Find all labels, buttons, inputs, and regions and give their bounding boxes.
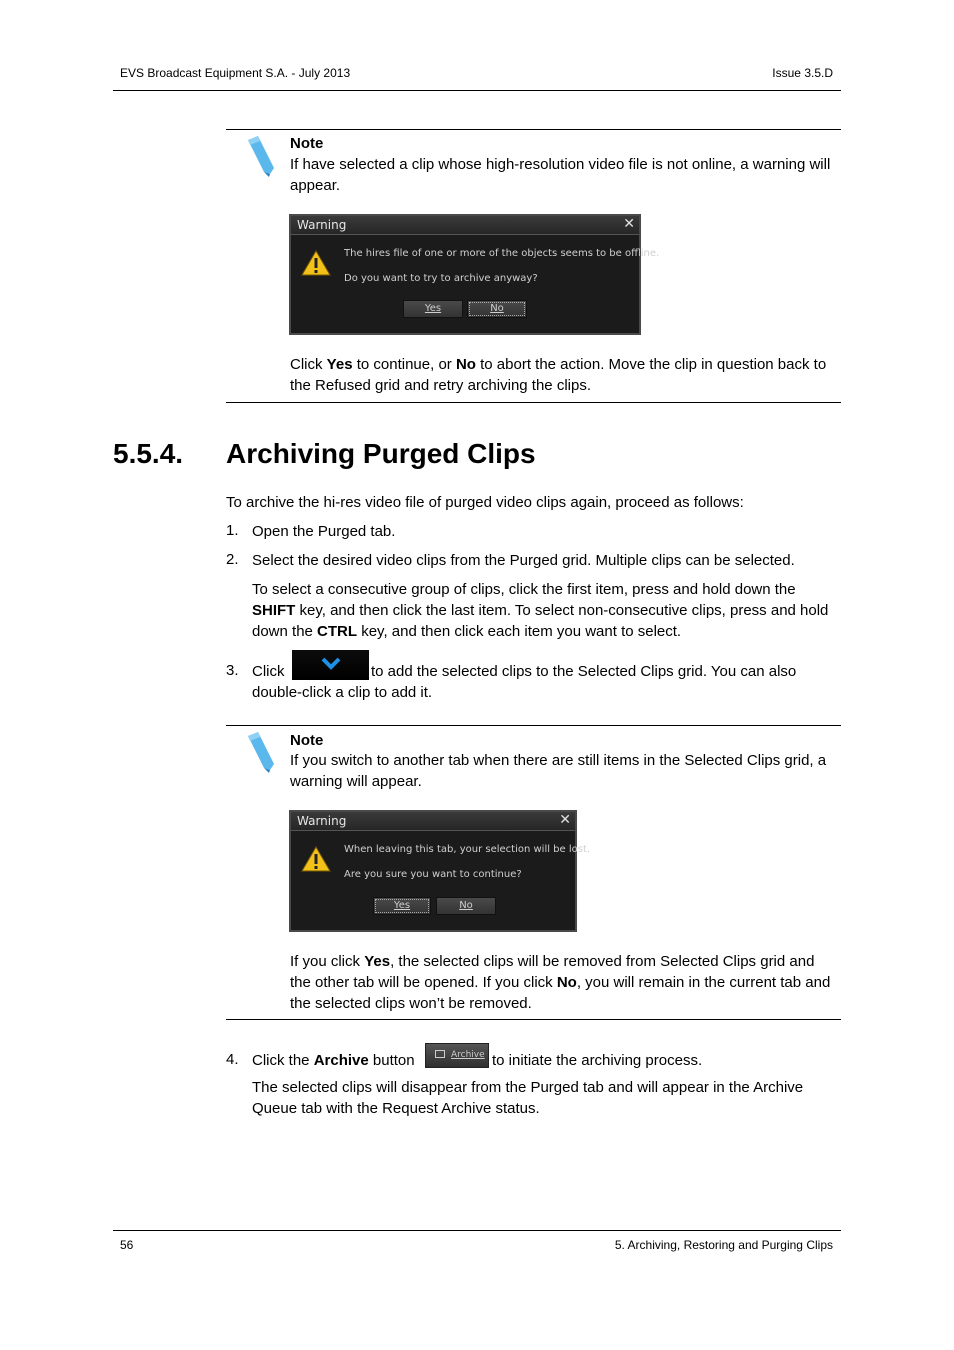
- bold-archive: Archive: [313, 1052, 369, 1069]
- archive-button[interactable]: [425, 1043, 489, 1068]
- section-title: Archiving Purged Clips: [226, 438, 536, 469]
- note1-text: If have selected a clip whose high-resolution video file is not online, a warning will appear.: [290, 156, 831, 194]
- header-right: Issue 3.5.D: [772, 66, 833, 80]
- text-run: button: [368, 1052, 415, 1069]
- text-run: to abort the action. Move the clip in question back to the Refused grid and retry archiving the clips.: [290, 356, 827, 394]
- pencil-icon: [240, 730, 280, 774]
- warning-icon: [301, 845, 331, 873]
- note2-bottom-rule: [226, 1019, 841, 1020]
- note2-after-text: [290, 951, 837, 1014]
- section-number: 5.5.4.: [113, 438, 184, 469]
- text-run: If you click: [290, 953, 365, 970]
- text-run: , the selected clips will be removed from Selected Clips grid and the other tab will be opened. If you click: [290, 953, 815, 991]
- header-left: EVS Broadcast Equipment S.A. - July 2013: [120, 66, 351, 80]
- dialog-title: Warning: [297, 814, 347, 828]
- header-rule: [113, 90, 841, 91]
- bold-no: No: [556, 974, 577, 991]
- text-run: key, and then click the last item. To select non-consecutive clips, press and hold down the: [252, 602, 829, 640]
- intro-text: To archive the hi-res video file of purged video clips again, proceed as follows:: [226, 494, 744, 511]
- warning-dialog-offline: [289, 214, 660, 335]
- step2-detail: [252, 579, 837, 642]
- dialog-message-line1: When leaving this tab, your selection will be lost.: [344, 844, 591, 855]
- step2-text: Select the desired video clips from the Purged grid. Multiple clips can be selected.: [252, 552, 795, 569]
- step1-text: Open the Purged tab.: [252, 523, 396, 540]
- step3-text: to add the selected clips to the Selected Clips grid. You can also double-click a clip to add it.: [252, 663, 797, 701]
- text-run: Click: [290, 356, 327, 373]
- note2-top-rule: [226, 725, 841, 726]
- dialog-message-line1: The hires file of one or more of the objects seems to be offline.: [344, 248, 660, 259]
- note2-title: Note: [290, 732, 324, 749]
- step4-trail: to initiate the archiving process.: [492, 1052, 703, 1069]
- dialog-title: Warning: [297, 218, 347, 232]
- close-icon[interactable]: ✕: [559, 812, 571, 828]
- pencil-icon: [240, 134, 280, 178]
- step4-detail: The selected clips will disappear from the Purged tab and will appear in the Archive Queue tab with the Request Archive status.: [252, 1079, 804, 1117]
- note1-top-rule: [226, 129, 841, 130]
- bold-yes: Yes: [326, 356, 353, 373]
- step3-click: Click: [252, 663, 285, 680]
- bold-no: No: [455, 356, 476, 373]
- note2-text: If you switch to another tab when there are still items in the Selected Clips grid, a warning will appear.: [290, 752, 827, 790]
- step1-number: 1.: [226, 522, 239, 539]
- warning-icon: [301, 249, 331, 277]
- no-button[interactable]: No: [467, 300, 527, 318]
- note1-title: Note: [290, 135, 324, 152]
- close-icon[interactable]: ✕: [623, 216, 635, 232]
- yes-button[interactable]: Yes: [373, 897, 431, 915]
- text-run: , you will remain in the current tab and the selected clips won’t be removed.: [290, 974, 831, 1012]
- text-run: Click the: [252, 1052, 314, 1069]
- step3-number: 3.: [226, 662, 239, 679]
- footer-rule: [113, 1230, 841, 1231]
- text-run: To select a consecutive group of clips, click the first item, press and hold down the: [252, 581, 796, 598]
- bold-ctrl: CTRL: [317, 623, 358, 640]
- no-button[interactable]: No: [436, 897, 496, 915]
- step4-number: 4.: [226, 1051, 239, 1068]
- step4-lead: [252, 1050, 415, 1071]
- text-run: key, and then click each item you want to select.: [357, 623, 682, 640]
- footer-chapter: 5. Archiving, Restoring and Purging Clips: [614, 1238, 833, 1252]
- bold-yes: Yes: [364, 953, 391, 970]
- archive-icon: [435, 1050, 445, 1058]
- dialog-message-line2: Are you sure you want to continue?: [344, 869, 522, 880]
- note1-bottom-rule: [226, 402, 841, 403]
- warning-dialog-leave-tab: [289, 810, 591, 932]
- bold-shift: SHIFT: [252, 602, 296, 619]
- text-run: to continue, or: [352, 356, 456, 373]
- archive-button-label: Archive: [451, 1050, 485, 1060]
- footer-page-number: 56: [120, 1238, 134, 1252]
- dialog-message-line2: Do you want to try to archive anyway?: [344, 273, 538, 284]
- note1-after-text: [290, 354, 835, 396]
- yes-button[interactable]: Yes: [403, 300, 463, 318]
- step2-number: 2.: [226, 551, 239, 568]
